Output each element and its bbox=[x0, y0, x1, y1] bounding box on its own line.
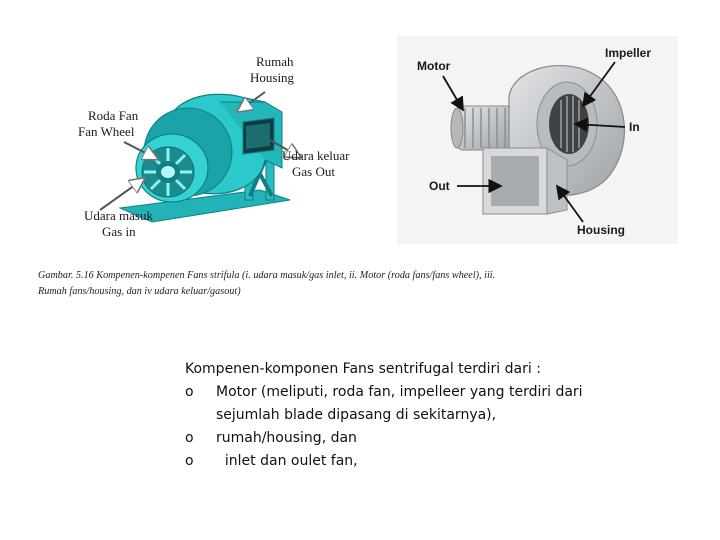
label-gas-in: Gas in bbox=[102, 224, 136, 239]
list-item-motor bbox=[185, 381, 655, 427]
centrifugal-fan-photo bbox=[397, 36, 678, 244]
label-udara-keluar: Udara keluar bbox=[282, 148, 350, 163]
label-housing: Housing bbox=[250, 70, 295, 85]
label-housing-photo: Housing bbox=[577, 223, 625, 237]
list-item-text: Motor (meliputi, roda fan, impelleer yang terdiri dari bbox=[216, 384, 583, 400]
centrifugal-fan-diagram bbox=[60, 40, 380, 250]
caption-line-2: Rumah fans/housing, dan iv udara keluar/gasout) bbox=[38, 286, 241, 297]
bullet: o bbox=[185, 453, 194, 469]
list-item-housing bbox=[185, 427, 655, 450]
list-item-inlet-outlet bbox=[185, 450, 655, 473]
bullet: o bbox=[185, 430, 194, 446]
label-roda-fan: Roda Fan bbox=[88, 108, 139, 123]
label-gas-out: Gas Out bbox=[292, 164, 335, 179]
list-item-text: inlet dan oulet fan, bbox=[216, 453, 358, 469]
label-udara-masuk: Udara masuk bbox=[84, 208, 153, 223]
label-in: In bbox=[629, 120, 640, 134]
label-out: Out bbox=[429, 179, 450, 193]
component-list bbox=[185, 381, 655, 473]
list-item-text: rumah/housing, dan bbox=[216, 430, 357, 446]
motor bbox=[451, 106, 515, 150]
figure-caption bbox=[38, 268, 608, 300]
component-list-section bbox=[185, 358, 655, 473]
bullet: o bbox=[185, 384, 194, 400]
label-fan-wheel: Fan Wheel bbox=[78, 124, 135, 139]
label-impeller: Impeller bbox=[605, 46, 652, 60]
label-motor: Motor bbox=[417, 59, 451, 73]
list-intro: Kompenen-komponen Fans sentrifugal terdiri dari : bbox=[185, 361, 541, 377]
caption-line-1: Gambar. 5.16 Kompenen-kompenen Fans strifula (i. udara masuk/gas inlet, ii. Motor (roda fans/fans wheel), iii. bbox=[38, 270, 496, 281]
list-item-text-continued: sejumlah blade dipasang di sekitarnya), bbox=[216, 407, 497, 423]
label-rumah: Rumah bbox=[256, 54, 294, 69]
